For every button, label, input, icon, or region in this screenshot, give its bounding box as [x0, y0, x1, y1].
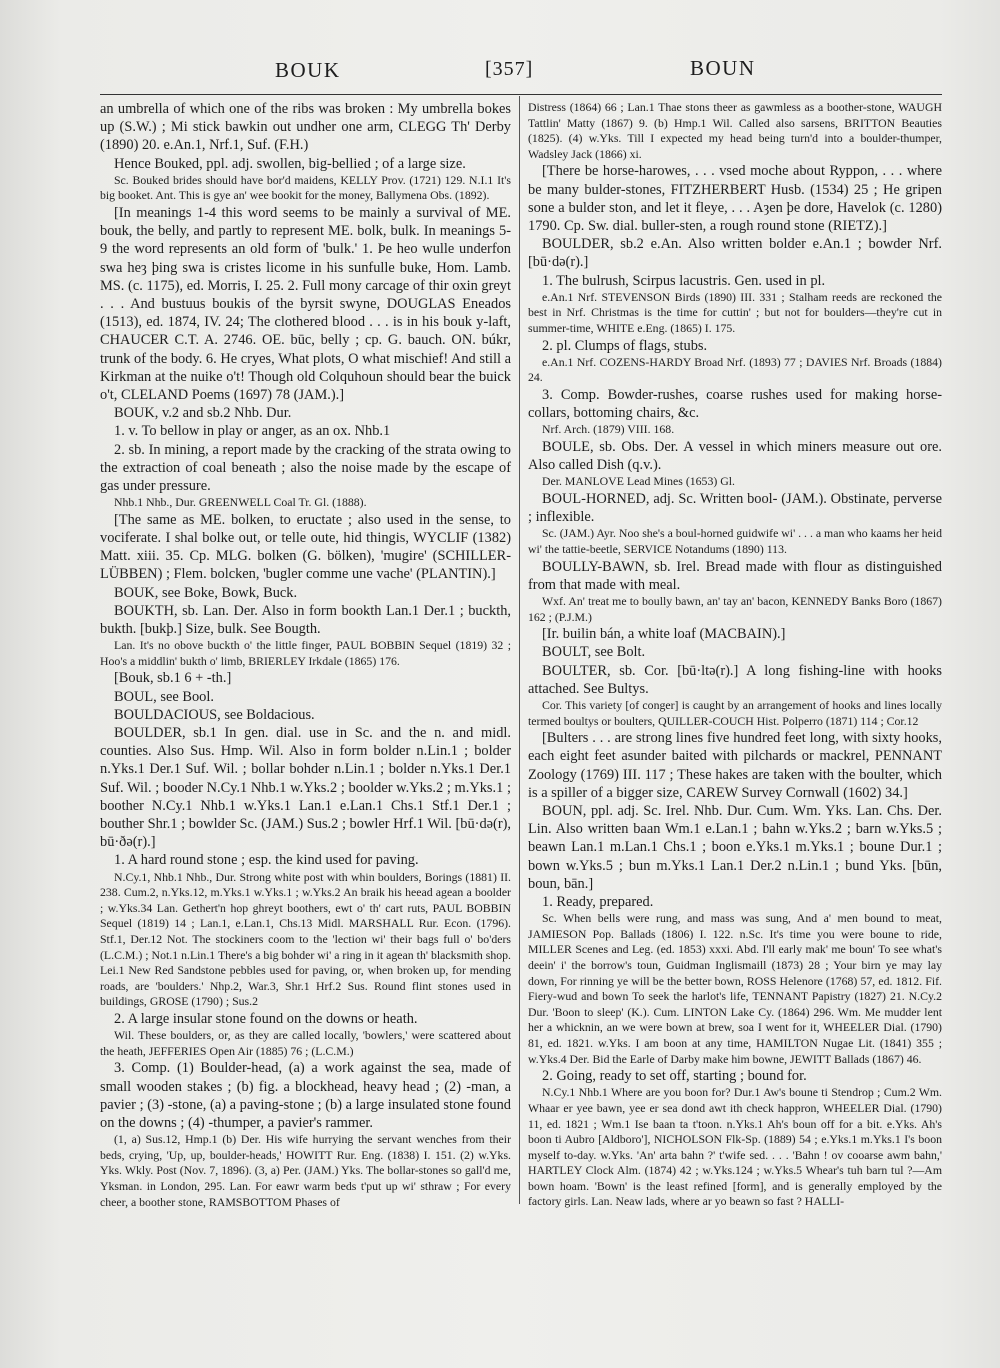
entry-paragraph: Wil. These boulders, or, as they are called locally, 'bowlers,' were scattered about the heath, JEFFERIES Open Air (1885) 76 ; (L.C.M.)	[100, 1028, 511, 1058]
entry-paragraph: Nrf. Arch. (1879) VIII. 168.	[542, 422, 675, 437]
page-number: [357]	[485, 58, 534, 80]
entry-paragraph: Cor. This variety [of conger] is caught by an arrangement of hooks and lines locally termed boultys or boulters, QUILLER-COUCH Hist. Polperro (1871) 114 ; Cor.12	[528, 697, 942, 728]
entry-paragraph: Wxf. An' treat me to boully bawn, an' tay an' bacon, KENNEDY Banks Boro (1867) 162 ; (P.J.M.)	[528, 593, 942, 624]
entry-paragraph: BOULDER, sb.1 In gen. dial. use in Sc. and the n. and midl. counties. Also Sus. Hmp. Wil. Also in form bolder n.Lin.1 ; bolder n.Yks.1 Der.1 Suf. Wil. ; bollar bohder n.Lin.1 ; bolder n.Yks.1 Der.1 Suf. Wil. ; booder N.Cy.1 Nhb.1 w.Yks.2 ; boolder w.Yks.2 ; m.Yks.1 ; boother N.Cy.1 Nhb.1 w.Yks.1 Lan.1 e.Lan.1 Chs.1 Stf.1 Der.1 ; bouther Shr.1 ; bowlder Sc. (JAM.) Sus.2 ; bowler Hrf.1 Wil. [bū·də(r), bū·ðə(r).]	[100, 725, 511, 851]
entry-paragraph: 2. Going, ready to set off, starting ; bound for.	[542, 1068, 807, 1085]
left-column	[100, 100, 511, 1210]
entry-paragraph: BOUKTH, sb. Lan. Der. Also in form bookth Lan.1 Der.1 ; buckth, bukth. [bukþ.] Size, bulk. See Bougth.	[100, 602, 511, 638]
entry-paragraph: Distress (1864) 66 ; Lan.1 Thae stons theer as gawmless as a boother-stone, WAUGH Tattlin' Matty (1867) 9. (b) Hmp.1 Wil. Called also sarsens, BRITTON Beauties (1825). (4) w.Yks. Till I expected my head being turn'd into a boulder-thumper, Wadsley Jack (1866) xi.	[528, 100, 942, 161]
entry-paragraph: e.An.1 Nrf. STEVENSON Birds (1890) III. 331 ; Stalham reeds are reckoned the best in Nrf. Christmas is the time for cuttin' ; but not for boulders—they're cut in summer-time, WHITE e.Eng. (1865) I. 175.	[528, 289, 942, 335]
entry-paragraph: 1. Ready, prepared.	[542, 893, 654, 910]
entry-paragraph: [Ir. builin bán, a white loaf (MACBAIN).]	[542, 626, 786, 643]
header-right-guide-word: BOUN	[690, 56, 756, 80]
entry-paragraph: Sc. (JAM.) Ayr. Noo she's a boul-horned guidwife wi' . . . a man who kaams her heid wi' the tattie-beetle, SERVICE Notandums (1890) 113.	[528, 526, 942, 556]
entry-paragraph: an umbrella of which one of the ribs was broken : My umbrella bokes up (S.W.) ; Mi stick bawkin out undher one arm, CLEGG Th' Derby (1890) 20. e.An.1, Nrf.1, Suf. (F.H.)	[100, 101, 511, 154]
entry-paragraph: N.Cy.1 Nhb.1 Where are you boon for? Dur.1 Aw's boune ti Stendrop ; Cum.2 Wm. Whaar er yee bawn, yee er sea dond awt ith check happron, WHEELER Dial. (1790) 11, ed. 1821 ; Wm.1 Ise baan ta t'toon. n.Yks.1 Ah's boun off for a bit. e.Yks. Ah's boon ti Aubro [Aldboro'], NICHOLSON Flk-Sp. (1889) 54 ; e.Yks.1 m.Yks.1 I's boon myself to-day. w.Yks. 'An' arta bahn ?' t'wife sed. . . . 'Bahn ! ov cooarse awm bahn,' HARTLEY Clock Alm. (1874) 42 ; w.Yks.124 ; w.Yks.5 Whear's tuh barn tul ?—Am bown hoam. 'Bown' is the least refined [form], and is generally employed by the factory girls. Lan. Neaw lads, where ar yo beawn so fast ? HALLI-	[528, 1085, 942, 1209]
entry-paragraph: BOULT, see Bolt.	[542, 644, 646, 661]
entry-paragraph: Hence Bouked, ppl. adj. swollen, big-bellied ; of a large size.	[114, 155, 466, 172]
entry-paragraph: 2. A large insular stone found on the downs or heath.	[114, 1011, 418, 1028]
entry-paragraph: BOUN, ppl. adj. Sc. Irel. Nhb. Dur. Cum. Wm. Yks. Lan. Chs. Der. Lin. Also written baan Wm.1 e.Lan.1 ; bahn w.Yks.2 ; barn w.Yks.5 ; beawn Lan.1 m.Lan.1 Chs.1 ; boon e.Yks.1 m.Yks.1 ; boune Dur.1 ; bown w.Yks.5 ; bun m.Yks.1 Lan.1 Der.2 n.Lin.1 ; bund Yks. [būn, boun, bān.]	[528, 802, 942, 892]
entry-paragraph: [There be horse-harowes, . . . vsed moche about Ryppon, . . . where be many bulder-stones, FITZHERBERT Husb. (1534) 25 ; He gripen sone a bulder ston, and let it fleye, . . . Aȝen þe dore, Havelok (c. 1280) 1790. Cp. Sw. dial. buller-sten, a rough round stone (RIETZ).]	[528, 163, 942, 234]
entry-paragraph: BOULTER, sb. Cor. [bū·ltə(r).] A long fishing-line with hooks attached. See Bultys.	[528, 662, 942, 697]
entry-paragraph: e.An.1 Nrf. COZENS-HARDY Broad Nrf. (1893) 77 ; DAVIES Nrf. Broads (1884) 24.	[528, 354, 942, 385]
page-header	[0, 56, 1000, 86]
entry-paragraph: 2. sb. In mining, a report made by the cracking of the strata owing to the extraction of coal beneath ; also the noise made by the escape of gas under pressure.	[100, 441, 511, 495]
entry-paragraph: N.Cy.1, Nhb.1 Nhb., Dur. Strong white post with whin boulders, Borings (1881) II. 238. Cum.2, n.Yks.12, m.Yks.1 w.Yks.1 ; w.Yks.2 An braik his heead agean a boolder ; w.Yks.34 Lan. Gethert'n hop ghreyt boothers, ewt o' th' cart ruts, PAUL BOBBIN Sequel (1819) 14 ; Lan.1, e.Lan.1, Chs.13 Midl. MARSHALL Rur. Econ. (1796). Stf.1, Der.12 Not. The stockiners coom to the 'lection wi' their bags full o' bo'ders (L.C.M.) ; Not.1 n.Lin.1 There's a big bohder wi' a ring in it agean th' blacksmith shop. Lei.1 New Red Sandstone pebbles used for paving, or, when broken up, for mending roads, are 'boulders.' Nhp.2, War.3, Shr.1 Hrf.2 Sus. Round flint stones used in buildings, GROSE (1790) ; Sus.2	[100, 869, 511, 1009]
entry-paragraph: BOUL, see Bool.	[114, 688, 214, 705]
entry-paragraph: [Bouk, sb.1 6 + -th.]	[114, 670, 232, 687]
right-column	[528, 100, 942, 1210]
header-rule	[100, 94, 942, 95]
entry-paragraph: 1. A hard round stone ; esp. the kind used for paving.	[114, 852, 419, 869]
entry-paragraph: Sc. Bouked brides should have bor'd maidens, KELLY Prov. (1721) 129. N.I.1 It's big booket. Ant. This is gye an' wee bookit for the money, Ballymena Obs. (1892).	[100, 172, 511, 203]
entry-paragraph: BOUK, v.2 and sb.2 Nhb. Dur.	[114, 405, 292, 422]
entry-paragraph: 1. v. To bellow in play or anger, as an ox. Nhb.1	[114, 423, 391, 440]
entry-paragraph: [In meanings 1-4 this word seems to be mainly a survival of ME. bouk, the belly, and partly to represent ME. bolk, bulk. In meanings 5-9 the word represents an old form of 'bulk.' 1. Þe heo wulle underfon swa heȝ þing swa is cristes licome in his sunfulle buke, Hom. Lamb. MS. (c. 1175), ed. Morris, I. 25. 2. Full mony carcage of thir oxin greyt . . . And bustuus boukis of the byrsit swyne, DOUGLAS Eneados (1513), ed. 1874, IV. 24; The clothered blood . . . is in his bouk y-laft, CHAUCER C.T. A. 2746. OE. būc, belly ; cp. G. bauch. ON. búkr, trunk of the body. 6. He cryes, What plots, O what mischief! And still a Kirkman at the nuike o't! Though old Colquhoun should bear the buick o't, CLELAND Poems (1697) 78 (JAM.).]	[100, 205, 511, 404]
entry-paragraph: Sc. When bells were rung, and mass was sung, And a' men bound to meat, JAMIESON Pop. Ballads (1806) I. 122. n.Sc. It's time you were boune to ride, MILLER Scenes and Leg. (ed. 1853) xxxi. Abd. I'll early mak' me boun' To see what's deein' i' the borrow's toun, Guidman Inglismaill (1873) 28 ; Your birn ye may lay down, For rinning ye will be the better bown, ROSS Helenore (1768) 57, ed. 1812. Fif. Fiery-wud and bown To seek the harlot's life, TENNANT Papistry (1827) 21. N.Cy.2 Dur. 'Boon to sleep' (K.). Cum. LINTON Lake Cy. (1864) 296. Wm. Me mudder lent her a whicknin, an we were bown at brew, soa I went for it, WHEELER Dial. (1790) 81, ed. 1821. w.Yks. I am boon at any time, HAMILTON Nugae Lit. (1841) 355 ; w.Yks.4 Der. Bid the Earle of Darby make him bowne, JEWITT Ballads (1867) 46.	[528, 911, 942, 1066]
entry-paragraph: BOUK, see Boke, Bowk, Buck.	[114, 584, 298, 601]
entry-paragraph: [Bulters . . . are strong lines five hundred feet long, with sixty hooks, each eight feet asunder baited with pilchards or mackrel, PENNANT Zoology (1769) III. 117 ; These hakes are taken with the boulter, which is a spiller of a bigger size, CAREW Survey Cornwall (1602) 34.]	[528, 730, 942, 801]
entry-paragraph: 3. Comp. (1) Boulder-head, (a) a work against the sea, made of small wooden stakes ; (b) fig. a blockhead, heavy head ; (2) -man, a pavier ; (3) -stone, (a) a paving-stone ; (b) a large insulated stone found on the downs ; (4) -thumper, a pavier's rammer.	[100, 1060, 511, 1132]
entry-paragraph: BOULDER, sb.2 e.An. Also written bolder e.An.1 ; bowder Nrf. [bū·də(r).]	[528, 236, 942, 271]
entry-paragraph: Nhb.1 Nhb., Dur. GREENWELL Coal Tr. Gl. (1888).	[114, 495, 367, 510]
entry-paragraph: (1, a) Sus.12, Hmp.1 (b) Der. His wife hurrying the servant wenches from their beds, crying, 'Up, up, boulder-heads,' HOWITT Rur. Eng. (1838) I. 151. (2) w.Yks. Yks. Wkly. Post (Nov. 7, 1896). (3, a) Per. (JAM.) Yks. The bollar-stones so gall'd me, Yksman. in London, 295. Lan. For eawr warm beds t'put up wi' sthraw ; For every cheer, a boother stone, RAMSBOTTOM Phases of	[100, 1132, 511, 1209]
entry-paragraph: Lan. It's no obove buckth o' the little finger, PAUL BOBBIN Sequel (1819) 32 ; Hoo's a middlin' bukth o' limb, BRIERLEY Irkdale (1865) 176.	[100, 638, 511, 668]
entry-paragraph: BOULLY-BAWN, sb. Irel. Bread made with flour as distinguished from that made with meal.	[528, 558, 942, 593]
entry-paragraph: Der. MANLOVE Lead Mines (1653) Gl.	[542, 474, 735, 489]
column-divider	[519, 96, 520, 1204]
entry-paragraph: BOUL-HORNED, adj. Sc. Written bool- (JAM.). Obstinate, perverse ; inflexible.	[528, 490, 942, 526]
entry-paragraph: BOULDACIOUS, see Boldacious.	[114, 706, 315, 723]
entry-paragraph: 2. pl. Clumps of flags, stubs.	[542, 337, 708, 354]
entry-paragraph: 1. The bulrush, Scirpus lacustris. Gen. used in pl.	[542, 272, 826, 289]
header-left-guide-word: BOUK	[275, 58, 341, 82]
entry-paragraph: BOULE, sb. Obs. Der. A vessel in which miners measure out ore. Also called Dish (q.v.).	[528, 438, 942, 474]
entry-paragraph: 3. Comp. Bowder-rushes, coarse rushes used for making horse-collars, bottoming chairs, &c.	[528, 386, 942, 422]
entry-paragraph: [The same as ME. bolken, to eructate ; also used in the sense, to vociferate. I shal bolke out, or telle oute, hid thingis, WYCLIF (1382) Matt. xiii. 35. Cp. MLG. bolken (G. bölken), 'mugire' (SCHILLER-LÜBBEN) ; Flem. bolcken, 'bugler comme une vache' (PLANTIN).]	[100, 511, 511, 583]
